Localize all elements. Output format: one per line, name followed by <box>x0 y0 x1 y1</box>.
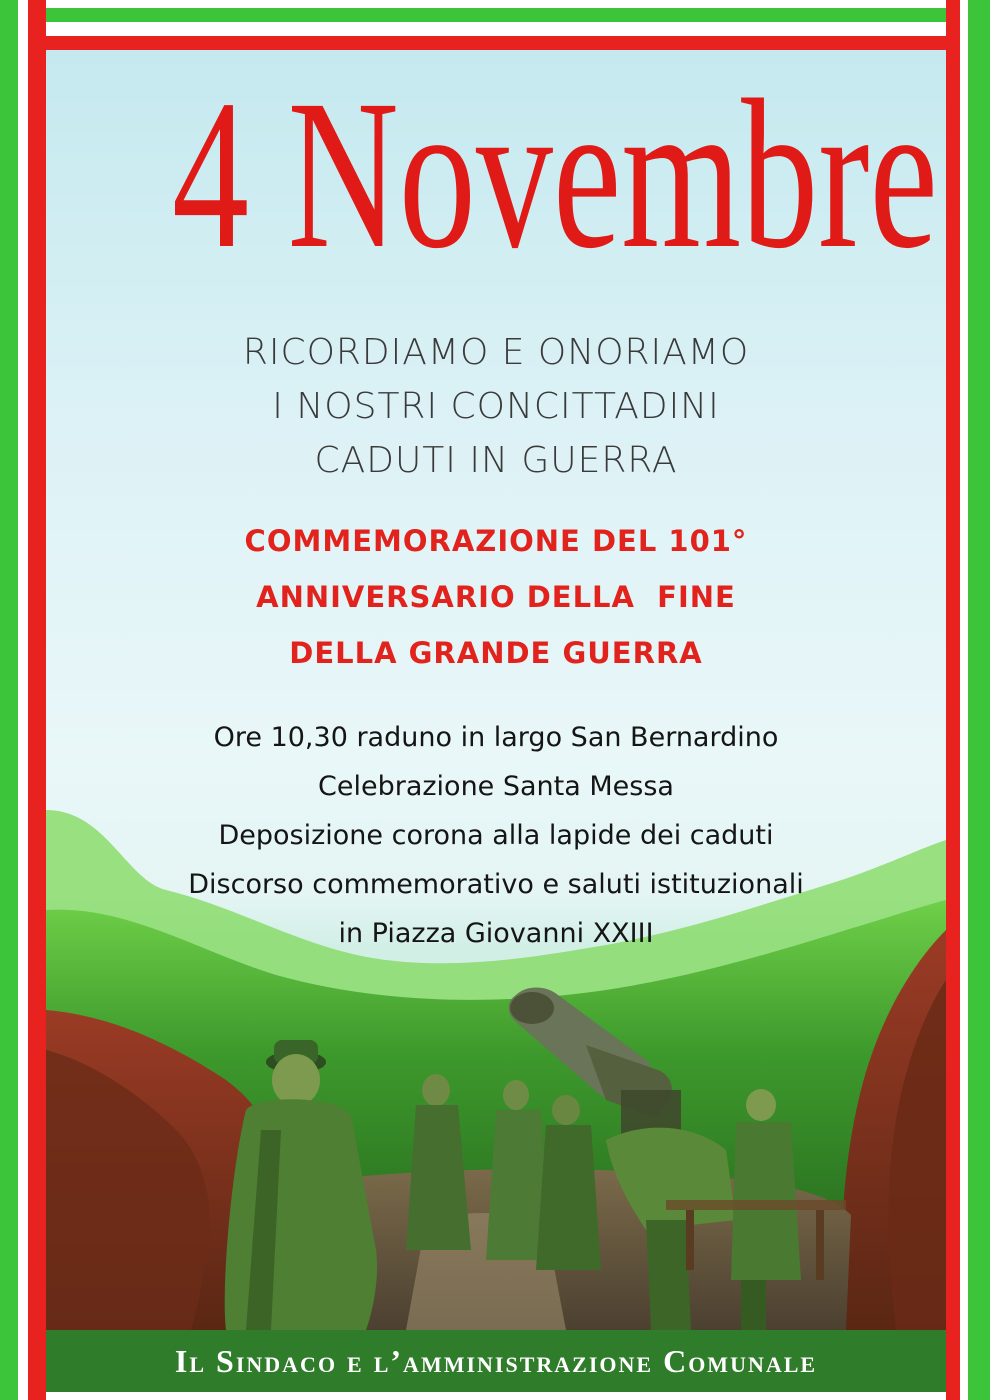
footer-banner <box>46 1330 946 1392</box>
flag-border-red-top <box>46 36 946 50</box>
commemoration-line: ANNIVERSARIO DELLA FINE <box>256 580 736 614</box>
program-line: Celebrazione Santa Messa <box>318 771 674 802</box>
poster-title: 4 Novembre <box>172 56 938 293</box>
program-line: Discorso commemorativo e saluti istituzionali <box>188 869 804 900</box>
program-line: Ore 10,30 raduno in largo San Bernardino <box>213 722 779 753</box>
flag-border-red-left <box>28 0 46 1400</box>
subtitle-block <box>46 326 946 488</box>
subtitle-line: RICORDIAMO E ONORIAMO <box>242 332 750 373</box>
program-block <box>46 713 946 958</box>
commemoration-line: COMMEMORAZIONE DEL 101° <box>244 524 748 558</box>
commemoration-block <box>46 513 946 681</box>
flag-border-white-right <box>960 0 968 1400</box>
bottom-strip <box>46 1392 946 1400</box>
program-line: in Piazza Giovanni XXIII <box>338 918 654 949</box>
program-line: Deposizione corona alla lapide dei caduti <box>218 820 774 851</box>
flag-border-white-left <box>18 0 28 1400</box>
commemoration-line: DELLA GRANDE GUERRA <box>289 636 703 670</box>
flag-border-red-right <box>946 0 960 1400</box>
footer-signature: Il Sindaco e l’amministrazione Comunale <box>174 1342 818 1379</box>
subtitle-line: CADUTI IN GUERRA <box>314 440 678 481</box>
flag-border-green-left <box>0 0 18 1400</box>
subtitle-line: I NOSTRI CONCITTADINI <box>272 386 720 427</box>
flag-border-green-right <box>968 0 990 1400</box>
flag-border-white-top <box>46 22 946 36</box>
flag-border-green-top <box>46 8 946 22</box>
